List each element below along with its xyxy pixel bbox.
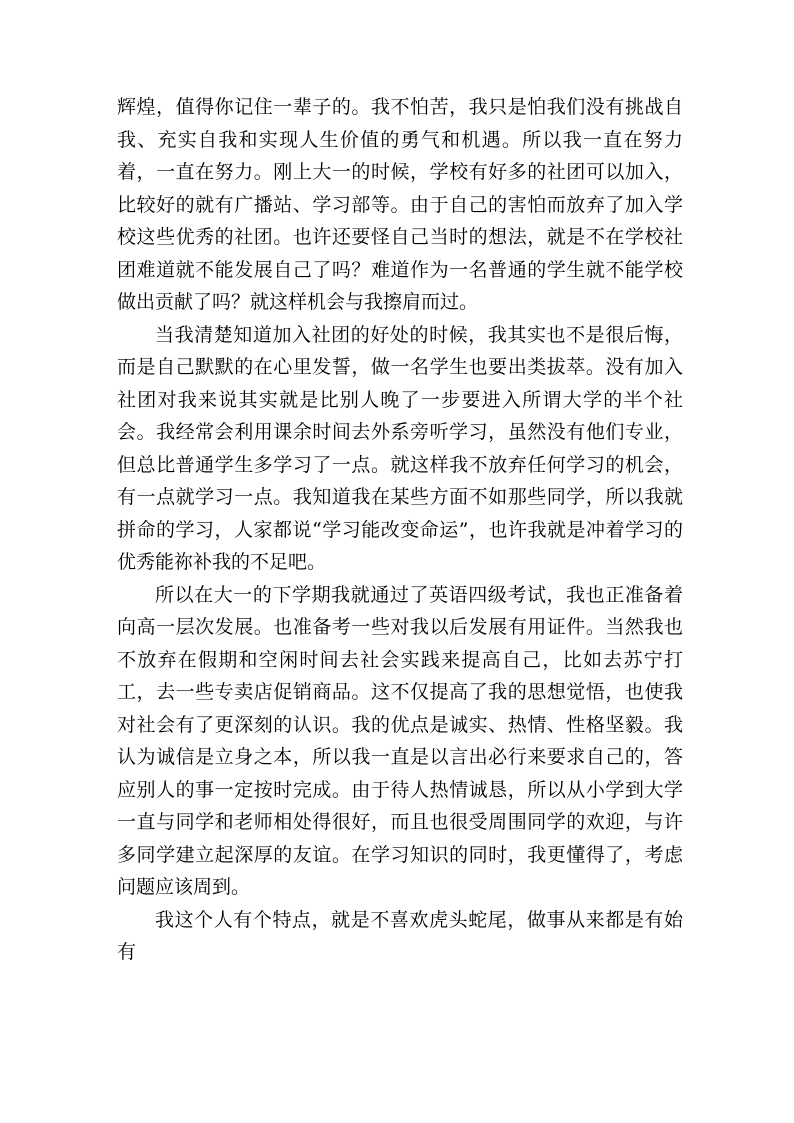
paragraph: 所以在大一的下学期我就通过了英语四级考试，我也正准备着向高一层次发展。也准备考一些对我以后发展有用证件。当然我也不放弃在假期和空闲时间去社会实践来提高自己，比如去苏宁打工，去一些专卖店促销商品。这不仅提高了我的思想觉悟，也使我对社会有了更深刻的认识。我的优点是诚实、热情、性格坚毅。我认为诚信是立身之本，所以我一直是以言出必行来要求自己的，答应别人的事一定按时完成。由于待人热情诚恳，所以从小学到大学一直与同学和老师相处得很好，而且也很受周围同学的欢迎，与许多同学建立起深厚的友谊。在学习知识的同时，我更懂得了，考虑问题应该周到。 <box>117 583 683 898</box>
document-body <box>117 91 683 969</box>
paragraph: 当我清楚知道加入社团的好处的时候，我其实也不是很后悔，而是自己默默的在心里发誓，做一名学生也要出类拔萃。没有加入社团对我来说其实就是比别人晚了一步要进入所谓大学的半个社会。我经常会利用课余时间去外系旁听学习，虽然没有他们专业，但总比普通学生多学习了一点。就这样我不放弃任何学习的机会，有一点就学习一点。我知道我在某些方面不如那些同学，所以我就拼命的学习，人家都说“学习能改变命运”，也许我就是冲着学习的优秀能祢补我的不足吧。 <box>117 323 683 573</box>
paragraph: 辉煌，值得你记住一辈子的。我不怕苦，我只是怕我们没有挑战自我、充实自我和实现人生价值的勇气和机遇。所以我一直在努力着，一直在努力。刚上大一的时候，学校有好多的社团可以加入，比较好的就有广播站、学习部等。由于自己的害怕而放弃了加入学校这些优秀的社团。也许还要怪自己当时的想法，就是不在学校社团难道就不能发展自己了吗？难道作为一名普通的学生就不能学校做出贡献了吗？就这样机会与我擦肩而过。 <box>117 96 683 313</box>
paragraph: 我这个人有个特点，就是不喜欢虎头蛇尾，做事从来都是有始有 <box>117 908 683 963</box>
